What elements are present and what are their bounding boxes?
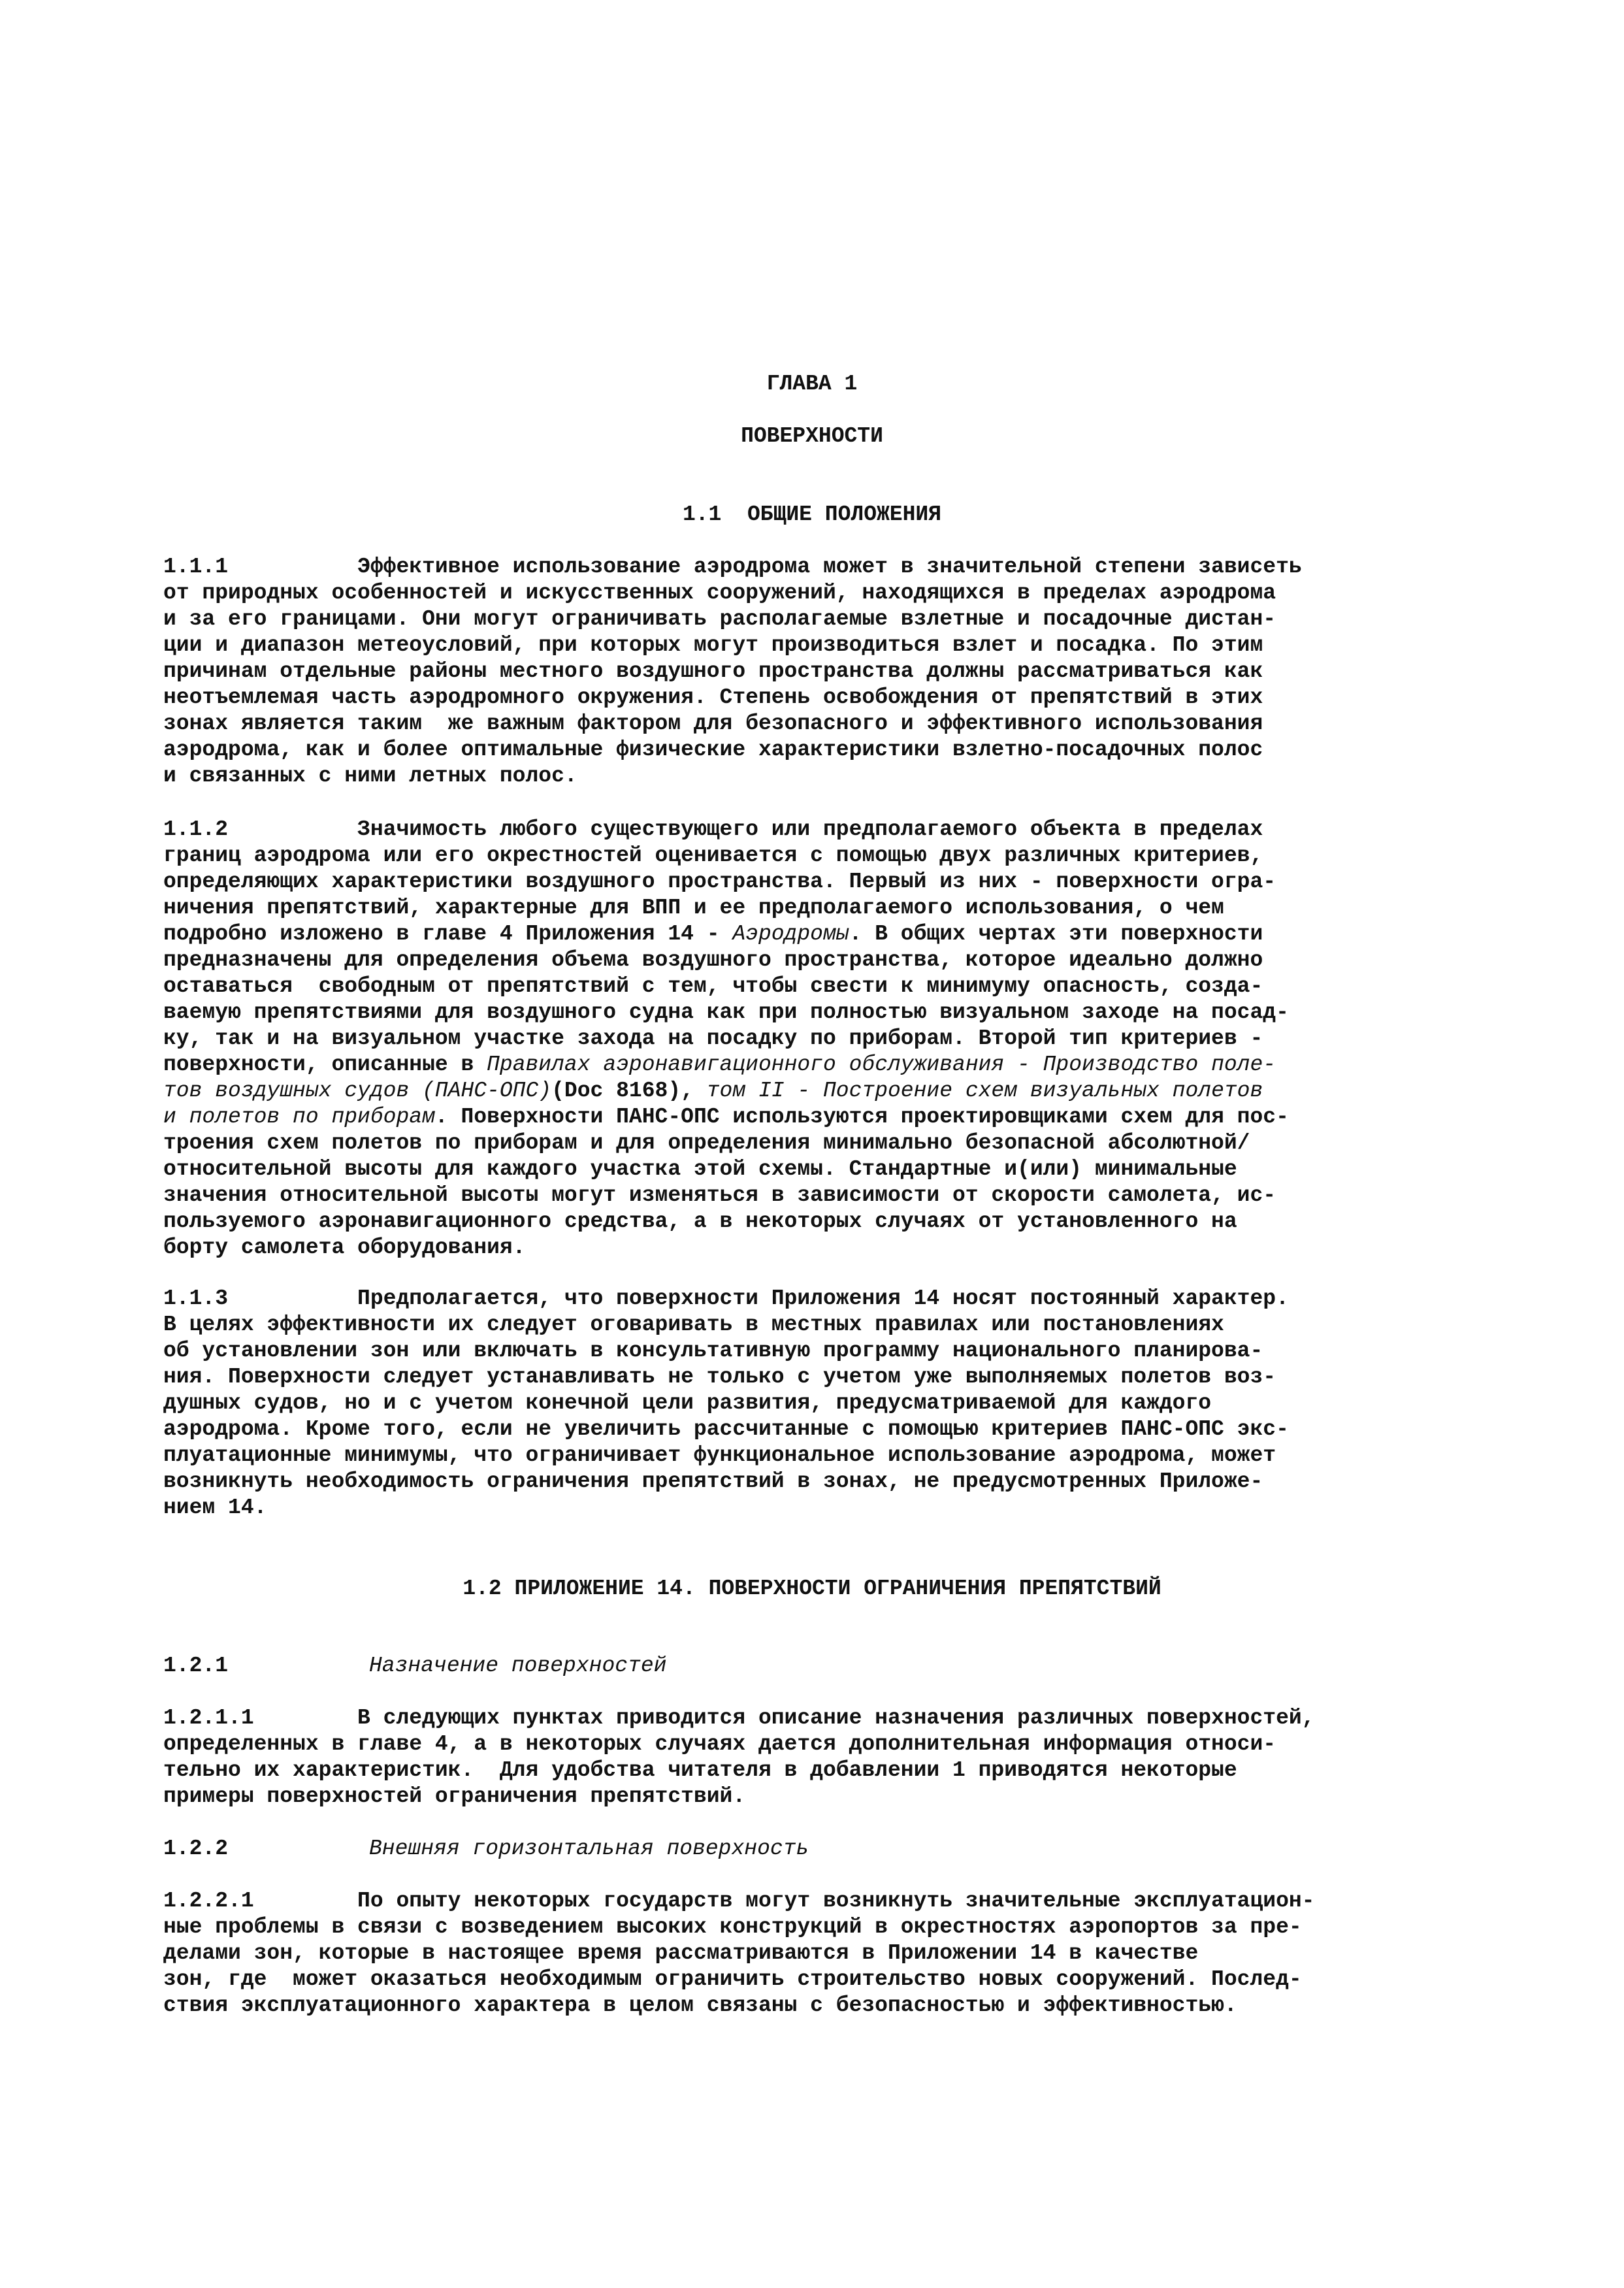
paragraph-line: значения относительной высоты могут изменяться в зависимости от скорости самолета, ис- (163, 1183, 1276, 1207)
paragraph-line: и за его границами. Они могут ограничивать располагаемые взлетные и посадочные дистан- (163, 607, 1276, 631)
paragraph-line: 1.1.3 Предполагается, что поверхности Приложения 14 носят постоянный характер. (163, 1286, 1289, 1311)
italic-reference-instrument: и полетов по приборам (163, 1105, 435, 1129)
paragraph-line (163, 1078, 1555, 1104)
paragraph-line: ствия эксплуатационного характера в целом связаны с безопасностью и эффективностью. (163, 1993, 1237, 2018)
paragraph-line (163, 921, 1555, 947)
paragraph-line: плуатационные минимумы, что ограничивает функциональное использование аэродрома, может (163, 1443, 1276, 1467)
paragraph-line: от природных особенностей и искусственных сооружений, находящихся в пределах аэродрома (163, 581, 1276, 605)
paragraph-line: душных судов, но и с учетом конечной цели развития, предусматриваемой для каждого (163, 1391, 1212, 1415)
paragraph-line: аэродрома, как и более оптимальные физические характеристики взлетно-посадочных полос (163, 738, 1263, 762)
text-run: поверхности, описанные в (163, 1053, 487, 1077)
paragraph-line: делами зон, которые в настоящее время рассматриваются в Приложении 14 в качестве (163, 1941, 1199, 1965)
paragraph-line: ничения препятствий, характерные для ВПП и ее предполагаемого использования, о чем (163, 896, 1224, 920)
paragraph-line (163, 1104, 1555, 1130)
paragraph-line (163, 1052, 1555, 1078)
italic-reference-pans-ops: тов воздушных судов (ПАНС-ОПС) (163, 1079, 552, 1103)
italic-reference-aerodromes: Аэродромы (732, 922, 849, 946)
paragraph-line: определенных в главе 4, а в некоторых случаях дается дополнительная информация относи- (163, 1732, 1276, 1756)
paragraph-1-2-1-1 (163, 1705, 1555, 1810)
paragraph-line: тельно их характеристик. Для удобства читателя в добавлении 1 приводятся некоторые (163, 1758, 1237, 1782)
text-run: (Doc 8168), (551, 1079, 707, 1103)
paragraph-line: ку, так и на визуальном участке захода на посадку по приборам. Второй тип критериев - (163, 1026, 1263, 1051)
paragraph-line: возникнуть необходимость ограничения препятствий в зонах, не предусмотренных Приложе- (163, 1469, 1263, 1494)
subsection-number-1-2-1: 1.2.1 (163, 1654, 229, 1678)
text-run: . В общих чертах эти поверхности (849, 922, 1263, 946)
italic-reference-volume: том II - Построение схем визуальных полетов (706, 1079, 1263, 1103)
subsection-number-1-2-2: 1.2.2 (163, 1837, 229, 1861)
paragraph-line: определяющих характеристики воздушного пространства. Первый из них - поверхности огра- (163, 870, 1276, 894)
paragraph-line: причинам отдельные районы местного воздушного пространства должны рассматриваться как (163, 659, 1263, 683)
paragraph-line: зонах является таким же важным фактором для безопасного и эффективного использования (163, 711, 1263, 736)
paragraph-line: примеры поверхностей ограничения препятствий. (163, 1784, 746, 1808)
subsection-title-1-2-1: Назначение поверхностей (369, 1654, 667, 1678)
paragraph-line: границ аэродрома или его окрестностей оценивается с помощью двух различных критериев, (163, 843, 1263, 868)
chapter-title: ПОВЕРХНОСТИ (741, 424, 883, 448)
paragraph-line: и связанных с ними летных полос. (163, 764, 577, 788)
paragraph-line: об установлении зон или включать в консультативную программу национального планирова- (163, 1339, 1263, 1363)
paragraph-line: относительной высоты для каждого участка этой схемы. Стандартные и(или) минимальные (163, 1157, 1237, 1181)
paragraph-line: 1.1.1 Эффективное использование аэродрома может в значительной степени зависеть (163, 555, 1302, 579)
text-run: подробно изложено в главе 4 Приложения 14 - (163, 922, 733, 946)
paragraph-line: В целях эффективности их следует оговаривать в местных правилах или постановлениях (163, 1313, 1224, 1337)
paragraph-line: пользуемого аэронавигационного средства, а в некоторых случаях от установленного на (163, 1209, 1237, 1234)
paragraph-line: ваемую препятствиями для воздушного судна как при полностью визуальном заходе на посад- (163, 1000, 1289, 1024)
paragraph-line: ции и диапазон метеоусловий, при которых могут производиться взлет и посадка. По этим (163, 633, 1263, 657)
paragraph-line: троения схем полетов по приборам и для определения минимально безопасной абсолютной/ (163, 1131, 1250, 1155)
paragraph-1-2-2-1 (163, 1888, 1555, 2019)
paragraph-1-1-2 (163, 817, 1555, 1261)
paragraph-line: 1.1.2 Значимость любого существующего или предполагаемого объекта в пределах (163, 817, 1263, 842)
paragraph-line: аэродрома. Кроме того, если не увеличить рассчитанные с помощью критериев ПАНС-ОПС экс- (163, 1417, 1289, 1441)
text-run: . Поверхности ПАНС-ОПС используются проектировщиками схем для пос- (434, 1105, 1289, 1129)
chapter-number: ГЛАВА 1 (766, 372, 858, 396)
paragraph-1-1-1 (163, 554, 1555, 789)
paragraph-line: зон, где может оказаться необходимым ограничить строительство новых сооружений. Послед- (163, 1967, 1302, 1991)
paragraph-line: предназначены для определения объема воздушного пространства, которое идеально должно (163, 948, 1263, 972)
paragraph-line: неотъемлемая часть аэродромного окружения. Степень освобождения от препятствий в этих (163, 685, 1263, 710)
paragraph-line: ния. Поверхности следует устанавливать не только с учетом уже выполняемых полетов воз- (163, 1365, 1276, 1389)
paragraph-line: борту самолета оборудования. (163, 1235, 526, 1260)
subsection-title-1-2-2: Внешняя горизонтальная поверхность (369, 1837, 809, 1861)
paragraph-line: нием 14. (163, 1495, 267, 1520)
paragraph-1-1-3 (163, 1286, 1555, 1521)
paragraph-line: ные проблемы в связи с возведением высоких конструкций в окрестностях аэропортов за пре- (163, 1915, 1302, 1939)
section-heading-1-1: 1.1 ОБЩИЕ ПОЛОЖЕНИЯ (682, 502, 942, 527)
paragraph-line: 1.2.1.1 В следующих пунктах приводится описание назначения различных поверхностей, (163, 1706, 1315, 1730)
paragraph-line: оставаться свободным от препятствий с тем, чтобы свести к минимуму опасность, созда- (163, 974, 1263, 998)
section-heading-1-2: 1.2 ПРИЛОЖЕНИЕ 14. ПОВЕРХНОСТИ ОГРАНИЧЕНИЯ ПРЕПЯТСТВИЙ (463, 1577, 1161, 1601)
italic-reference-pans: Правилах аэронавигационного обслуживания - Производство поле- (487, 1053, 1276, 1077)
paragraph-line: 1.2.2.1 По опыту некоторых государств могут возникнуть значительные эксплуатацион- (163, 1889, 1315, 1913)
